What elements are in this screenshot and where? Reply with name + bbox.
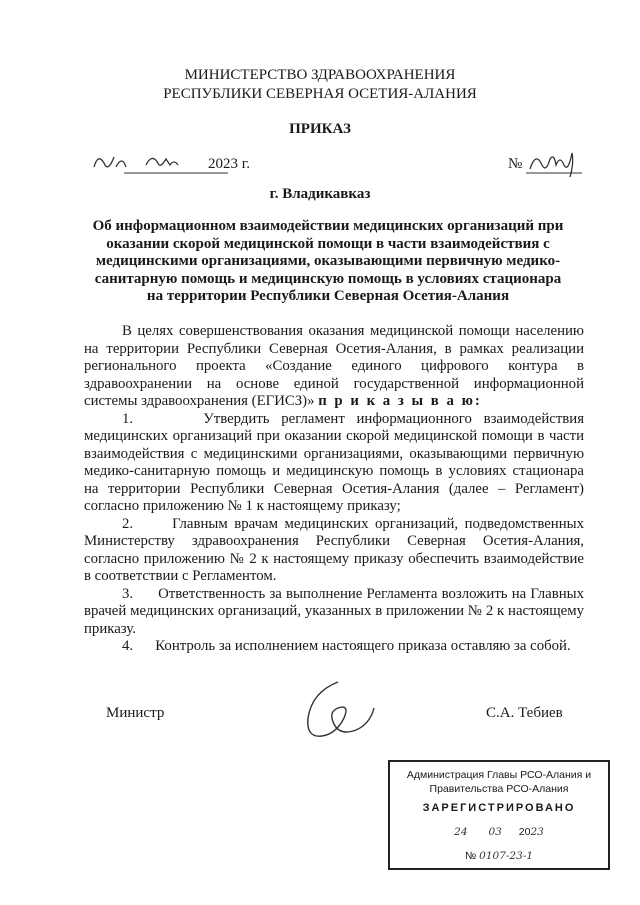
order-item-4: 4. Контроль за исполнением настоящего приказа оставляю за собой.: [122, 638, 571, 654]
stamp-organization: [394, 768, 604, 796]
order-number-prefix: №: [508, 156, 523, 172]
stamp-date: [390, 826, 608, 838]
date-number-row: [88, 149, 558, 183]
order-body: [84, 323, 584, 656]
stamp-date-year-suffix: 23: [530, 826, 544, 838]
document-type: ПРИКАЗ: [289, 121, 351, 137]
ministry-line-1: МИНИСТЕРСТВО ЗДРАВООХРАНЕНИЯ: [184, 67, 456, 83]
stamp-org-line-2: Правительства РСО-Алания: [429, 783, 569, 795]
stamp-registration-number: [390, 850, 608, 862]
signatory-role: Министр: [106, 705, 165, 721]
city: г. Владикавказ: [269, 186, 371, 202]
intro-text: В целях совершенствования оказания медицинской помощи населению на территории Республики Северная Осетия-Алания, в рамках реализации регионального проекта «Создание единого цифрового контура в здравоохранении на основе единой государственной информационной системы здравоохранения (ЕГИСЗ)»: [84, 323, 584, 409]
stamp-date-year-prefix: 20: [518, 826, 531, 838]
intro-paragraph: [84, 323, 584, 411]
stamp-number-value: 0107-23-1: [479, 850, 534, 862]
order-item-3: 3. Ответственность за выполнение Регламента возложить на Главных врачей медицинских организаций, указанных в приложении № 2 к настоящему приказу.: [84, 585, 584, 637]
registration-stamp: [388, 760, 610, 870]
order-item-2: 2. Главным врачам медицинских организаций, подведомственных Министерству здравоохранения Республики Северная Осетия-Алания, согласно приложению № 2 к настоящему приказу обеспечить взаимодействие в соответствии с Регламентом.: [84, 515, 584, 584]
stamp-date-month: 03: [488, 826, 502, 838]
order-year: 2023 г.: [208, 156, 250, 172]
stamp-date-day: 24: [454, 826, 468, 838]
signatory-name: С.А. Тебиев: [486, 705, 563, 721]
ministry-header: [0, 66, 640, 104]
signature-mark: [300, 676, 380, 746]
stamp-status: ЗАРЕГИСТРИРОВАНО: [422, 802, 576, 814]
order-subject: Об информационном взаимодействии медицинских организаций при оказании скорой медицинской помощи в части взаимодействия с медицинскими организациями, оказывающими первичную медико-санитарную помощь и медицинскую помощь в условиях стационара на территории Республики Северная Осетия-Алания: [92, 218, 564, 304]
ministry-line-2: РЕСПУБЛИКИ СЕВЕРНАЯ ОСЕТИЯ-АЛАНИЯ: [163, 86, 477, 102]
order-word: п р и к а з ы в а ю:: [318, 393, 482, 409]
order-item-1: 1. Утвердить регламент информационного взаимодействия медицинских организаций при оказании скорой медицинской помощи в части взаимодействия с медицинскими организациями, оказывающими первичную медико-санитарную помощь и медицинскую помощь в условиях стационара на территории Республики Северная Осетия-Алания (далее – Регламент) согласно приложению № 1 к настоящему приказу;: [84, 410, 584, 514]
stamp-org-line-1: Администрация Главы РСО-Алания и: [406, 769, 592, 781]
handwritten-date-field: [88, 149, 228, 179]
stamp-number-prefix: №: [464, 850, 477, 862]
handwritten-number-field: [526, 149, 586, 183]
